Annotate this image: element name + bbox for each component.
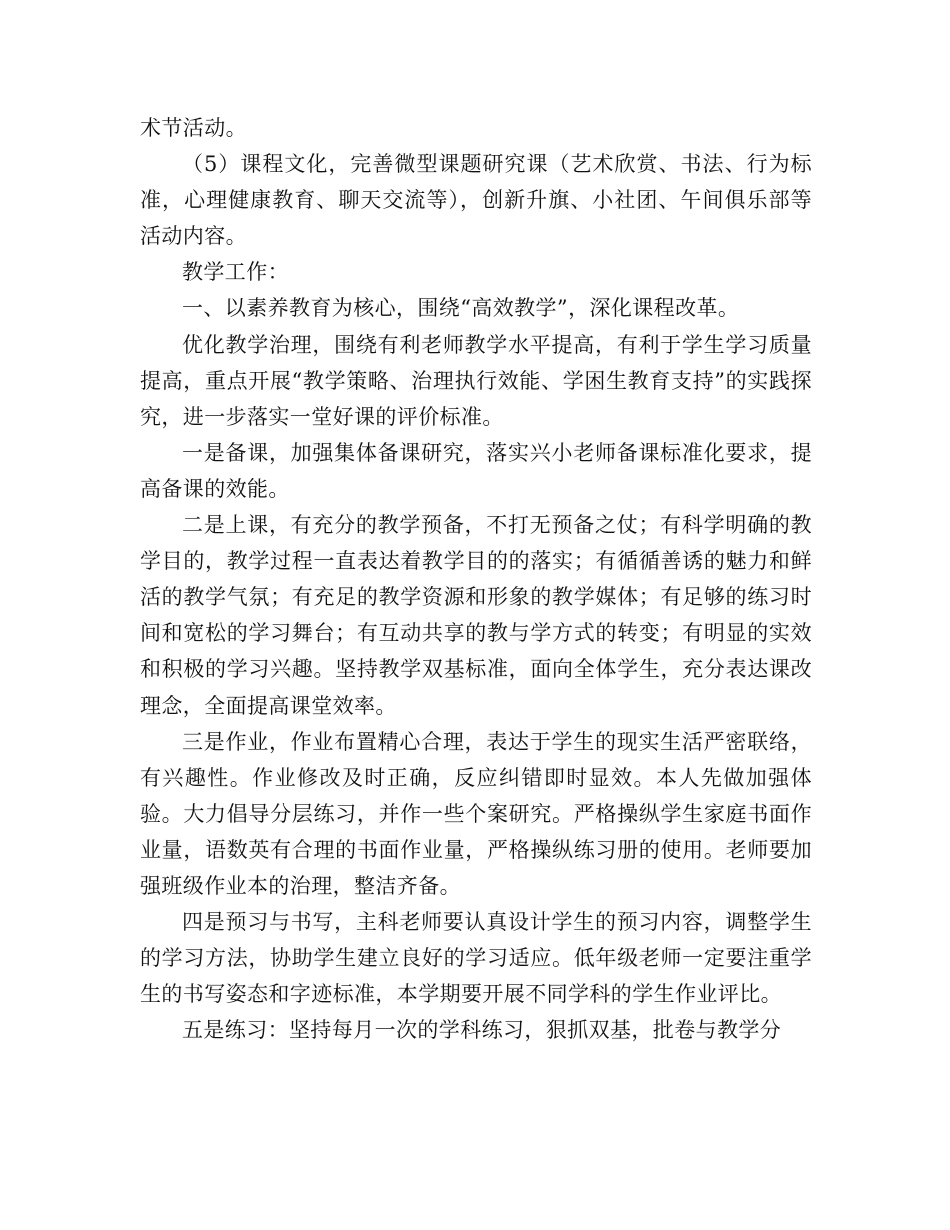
paragraph-8: 三是作业，作业布置精心合理，表达于学生的现实生活严密联络，有兴趣性。作业修改及时正确，反应纠错即时显效。本人先做加强体验。大力倡导分层练习，并作一些个案研究。严格操纵学生家庭书面作业量，语数英有合理的书面作业量，严格操纵练习册的使用。老师要加强班级作业本的治理，整洁齐备。 [140,729,812,898]
paragraph-5: 优化教学治理，围绕有利老师教学水平提高，有利于学生学习质量提高，重点开展“教学策略、治理执行效能、学困生教育支持”的实践探究，进一步落实一堂好课的评价标准。 [140,332,812,429]
paragraph-3: 教学工作： [182,260,289,285]
paragraph-4: 一、以素养教育为核心，围绕“高效教学”，深化课程改革。 [182,296,740,321]
paragraph-7: 二是上课，有充分的教学预备，不打无预备之仗；有科学明确的教学目的，教学过程一直表达着教学目的的落实；有循循善诱的魅力和鲜活的教学气氛；有充足的教学资源和形象的教学媒体；有足够的练习时间和宽松的学习舞台；有互动共享的教与学方式的转变；有明显的实效和积极的学习兴趣。坚持教学双基标准，面向全体学生，充分表达课改理念，全面提高课堂效率。 [140,513,812,718]
paragraph-1: 术节活动。 [140,116,247,140]
paragraph-9: 四是预习与书写，主科老师要认真设计学生的预习内容，调整学生的学习方法，协助学生建立良好的学习适应。低年级老师一定要注重学生的书写姿态和字迹标准，本学期要开展不同学科的学生作业评比。 [140,910,812,1007]
document-page [140,110,812,1048]
paragraph-2: （5）课程文化，完善微型课题研究课（艺术欣赏、书法、行为标准，心理健康教育、聊天交流等），创新升旗、小社团、午间俱乐部等活动内容。 [140,152,812,249]
paragraph-10: 五是练习：坚持每月一次的学科练习，狠抓双基，批卷与教学分 [182,1018,782,1043]
paragraph-6: 一是备课，加强集体备课研究，落实兴小老师备课标准化要求，提高备课的效能。 [140,440,812,501]
